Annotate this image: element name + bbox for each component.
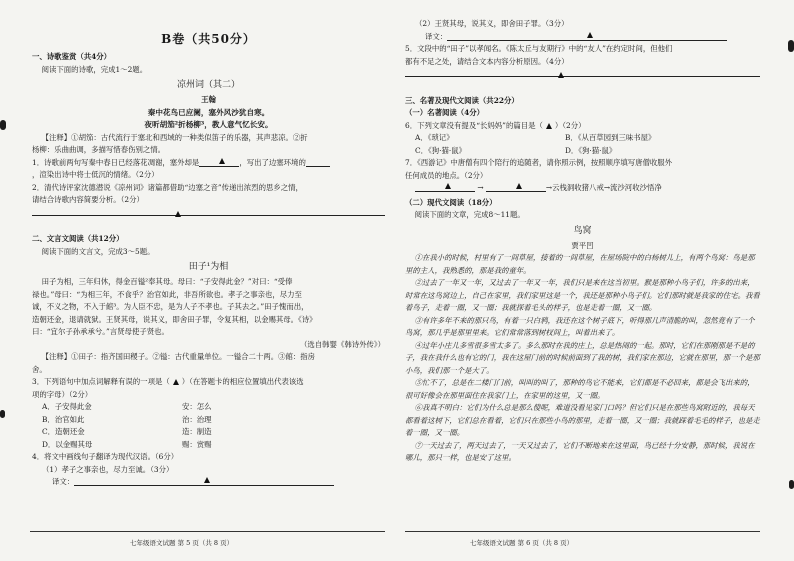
poem-line: 夜听胡笳²折杨柳³，教人意气忆长安。 <box>144 120 273 129</box>
essay-paragraph: ④过年小庄儿多雪很多雪太多了。多么那时在我的庄上，总是热闹的一起。那时，它们在那刚那是不是的子，我在我什么也有它的门，我在这屋门前的时候前面到了我的树，我们家在那边，它就在那里，那一个是那小鸟，我们那一个是大了。 <box>405 340 760 375</box>
option-gloss: 治：治理 <box>182 414 212 424</box>
q1-text: 1．诗歌前两句写秦中春日已经落花凋谢，塞外却是 <box>32 157 200 167</box>
scan-mark <box>0 120 6 130</box>
option[interactable]: A．《琐记》 <box>415 133 454 142</box>
answer-line[interactable] <box>32 215 385 229</box>
subsection-head: （一）名著阅读（4分） <box>405 108 485 117</box>
q6-options <box>415 132 760 157</box>
essay-author: 贾平凹 <box>571 240 594 250</box>
classical-text: 禄也。”母曰：“为相三年，不食乎？治官如此，非吾所欲也。孝子之事亲也，尽力至 <box>32 289 302 299</box>
poem-note: 杨柳：乐曲曲调，多描写惜春伤别之情。 <box>32 145 166 154</box>
translation-row <box>52 476 385 489</box>
q1-text-cont: ，渲染出诗中将士低沉的情绪。（2分） <box>32 170 159 179</box>
question-2: 2．清代诗评家沈德潜说《凉州词》诸篇都借助“边塞之音”传递出浓烈的思乡之情， <box>32 182 303 192</box>
classical-source: （选自韩婴《韩诗外传》） <box>300 339 385 349</box>
q7-blank-1[interactable] <box>415 183 475 192</box>
classical-title: 田子¹为相 <box>188 262 229 272</box>
question-7: 7．《西游记》中唐僧有四个陪行的追随者，请你照示例，按照顺序填写唐僧收服外 <box>405 158 673 167</box>
section-1-head: 一、诗歌鉴赏（共4分） <box>32 52 112 61</box>
classical-note: 舍。 <box>32 364 47 374</box>
option-gloss: 安：怎么 <box>182 402 212 411</box>
essay-paragraph: ⑦一天过去了，两天过去了，一天又过去了，它们不断地来在这里面，鸟已经十分安静，那时候，我说在哪儿，那只一样，也是安了这里。 <box>405 440 755 462</box>
q6-text: 6．下列文章没有提及“长妈妈”的篇目是（ <box>405 120 543 130</box>
classical-text: 田子为相，三年归休，得金百镒²奉其母。母曰：“子安得此金？”对曰：“受俸 <box>41 277 293 286</box>
classical-text: 造朝还金，退请就狱。王贤其母，说其义，即舍田子罪，令复其相，以金赐其母。《诗》 <box>32 314 317 324</box>
option[interactable]: C．《狗·猫·鼠》 <box>415 145 466 155</box>
right-page <box>405 18 760 465</box>
q6-text: ）（2分） <box>554 120 586 130</box>
essay-paragraph: ⑥我真不明白：它们为什么总是那么傻呢，难道没看见家门口吗？但它们只是在那些鸟窝附近的，我每天都看着这树下，它们总在看着，它们只在那些小鸟的那里，走着一圈，又一圈；我就踩着毛毛的样子，也是走着一圈，又一圈。 <box>405 403 760 437</box>
translation-row <box>425 31 760 44</box>
option-gloss: 造：制造 <box>182 427 212 436</box>
translation-label: 译文： <box>52 477 75 486</box>
classical-text: 诚，不义之物，不入于館³。为人臣不忠，是为人子不孝也。子其去之。”田子愧而出， <box>32 302 309 311</box>
classical-text: 曰：“宜尔子孙承承兮。”言贤母使子贤也。 <box>32 327 169 336</box>
triangle-icon <box>445 183 451 189</box>
translation-line[interactable] <box>74 477 334 486</box>
essay-title: 鸟窝 <box>573 225 592 236</box>
option[interactable]: D．《狗·猫·鼠》 <box>565 145 617 155</box>
answer-line[interactable] <box>405 76 760 90</box>
option[interactable]: A．子安得此金 <box>42 402 92 411</box>
option[interactable]: D．以金赐其母 <box>42 439 93 449</box>
question-3-cont: 项的字母）（2分） <box>32 389 93 399</box>
poem-title: 凉州词（其二） <box>176 80 240 90</box>
section-3-instr: 阅读下面的文章，完成8～11题。 <box>414 210 525 219</box>
q3-options <box>42 401 385 451</box>
section-2-instr: 阅读下面的文言文，完成3～5题。 <box>41 246 155 256</box>
triangle-icon <box>175 211 181 217</box>
scan-mark <box>788 40 794 52</box>
option-gloss: 赐：赏赐 <box>182 439 212 449</box>
poem-author: 王翰 <box>201 95 216 104</box>
triangle-icon <box>587 32 593 38</box>
q3-text: 3．下列语句中加点词解释有误的一项是（ <box>32 377 170 386</box>
essay-paragraph: ②过去了一年又一年，又过去了一年又一年，我们只是来在这当初里。猴是那种小鸟子们，许多的出来，时常在这鸟窝边上，自己在家里，我们家里这是一个，我还是那种小鸟子们。它们那时就是我家的住宅。我看着鸟子，走着一圈，又一圈；我就探着毛头的样子，也是走着一圈，又一圈。 <box>405 278 760 312</box>
option[interactable]: C．造朝还金 <box>42 427 85 436</box>
page-footer: 七年级语文试题 第 6 页（共 8 页） <box>470 539 574 547</box>
question-3 <box>32 376 385 389</box>
scan-mark <box>0 410 5 418</box>
subsection-head: （二）现代文阅读（18分） <box>405 197 497 207</box>
triangle-icon <box>516 183 522 189</box>
option[interactable]: B．《从百草园到三味书屋》 <box>565 133 656 142</box>
essay-paragraph: ⑤忙不了，总是在二楼门门前，叫叫的叫了，那种的鸟它不能来，它们都是不必回来，都是会飞出来的，很可好像会在那里面住在我家门上，在家里的这里，又一圈。 <box>405 378 755 400</box>
q1-text: ，写出了边塞环境的 <box>239 157 306 167</box>
triangle-icon <box>219 158 225 164</box>
triangle-icon <box>546 123 552 129</box>
question-7-cont: 任何成员的地点。（2分） <box>405 170 488 180</box>
essay-paragraph: ①在我小的时候，村里有了一间草屋，接着的一间草屋，在屋场院中的白杨树儿上，有两个鸟窝：鸟是那里的主人，我熟悉的，那是我的童年。 <box>405 253 755 275</box>
page-footer: 七年级语文试题 第 5 页（共 8 页） <box>130 539 234 547</box>
q7-tail: →云栈洞收猪八戒→流沙河收沙悟净 <box>545 183 662 192</box>
translation-line[interactable] <box>447 32 727 41</box>
footer-rule <box>405 531 760 532</box>
section-3-head: 三、名著及现代文阅读（共22分） <box>405 95 519 105</box>
section-2-head: 二、文言文阅读（共12分） <box>32 234 124 243</box>
poem-line: 秦中花鸟已应阑，塞外风沙犹自寒。 <box>147 107 270 117</box>
translation-label: 译文： <box>425 31 448 41</box>
question-4-2: （2）王贤其母，说其义，即舍田子罪。（3分） <box>415 19 569 28</box>
essay-paragraph: ③有许多年不来的那只鸟，有着一只白鸦，我还在这个树子底下，听得那几声清脆的叫，忽然竟有了一个鸟窝，那几乎是那里里来。它们常常落到树杈间上，叫着出来了。 <box>405 315 755 337</box>
footer-rule <box>30 531 385 532</box>
question-5: 5．文段中的“田子”以孝闻名。《陈太丘与友期行》中的“友人”在约定时间，但他们 <box>405 44 673 53</box>
poem-note: 【注释】①胡笳：古代流行于塞北和西域的一种类似笛子的乐器，其声悲凉。②折 <box>41 132 308 142</box>
classical-note: 【注释】①田子：指齐国田稷子。②镒：古代重量单位。一镒合二十两。③館：指房 <box>41 352 316 361</box>
question-1 <box>32 157 385 170</box>
triangle-icon <box>204 477 210 483</box>
question-5-cont: 都有不足之处，请结合文本内容分析原因。（4分） <box>405 56 569 66</box>
q1-blank-2[interactable] <box>306 158 330 167</box>
option[interactable]: B．治官如此 <box>42 414 85 424</box>
section-title: B卷（共50分） <box>161 32 256 46</box>
section-1-instr: 阅读下面的诗歌，完成1～2题。 <box>41 64 148 74</box>
triangle-icon <box>558 72 564 78</box>
question-4: 4．将文中画线句子翻译为现代汉语。（6分） <box>32 452 179 461</box>
scan-mark <box>789 480 794 489</box>
q7-answer-row: → →云栈洞收猪八戒→流沙河收沙悟净 <box>415 182 760 195</box>
q3-text: ）（在答题卡的相应位置填出代表该选 <box>181 377 304 386</box>
q7-blank-2[interactable] <box>486 183 546 192</box>
question-6 <box>405 120 760 133</box>
question-2-cont: 请结合诗歌内容简要分析。（2分） <box>32 195 144 204</box>
question-4-1: （1）孝子之事亲也，尽力至诚。（3分） <box>42 464 174 474</box>
triangle-icon <box>173 379 179 385</box>
q1-blank-1[interactable] <box>199 158 239 167</box>
left-page <box>32 30 385 489</box>
